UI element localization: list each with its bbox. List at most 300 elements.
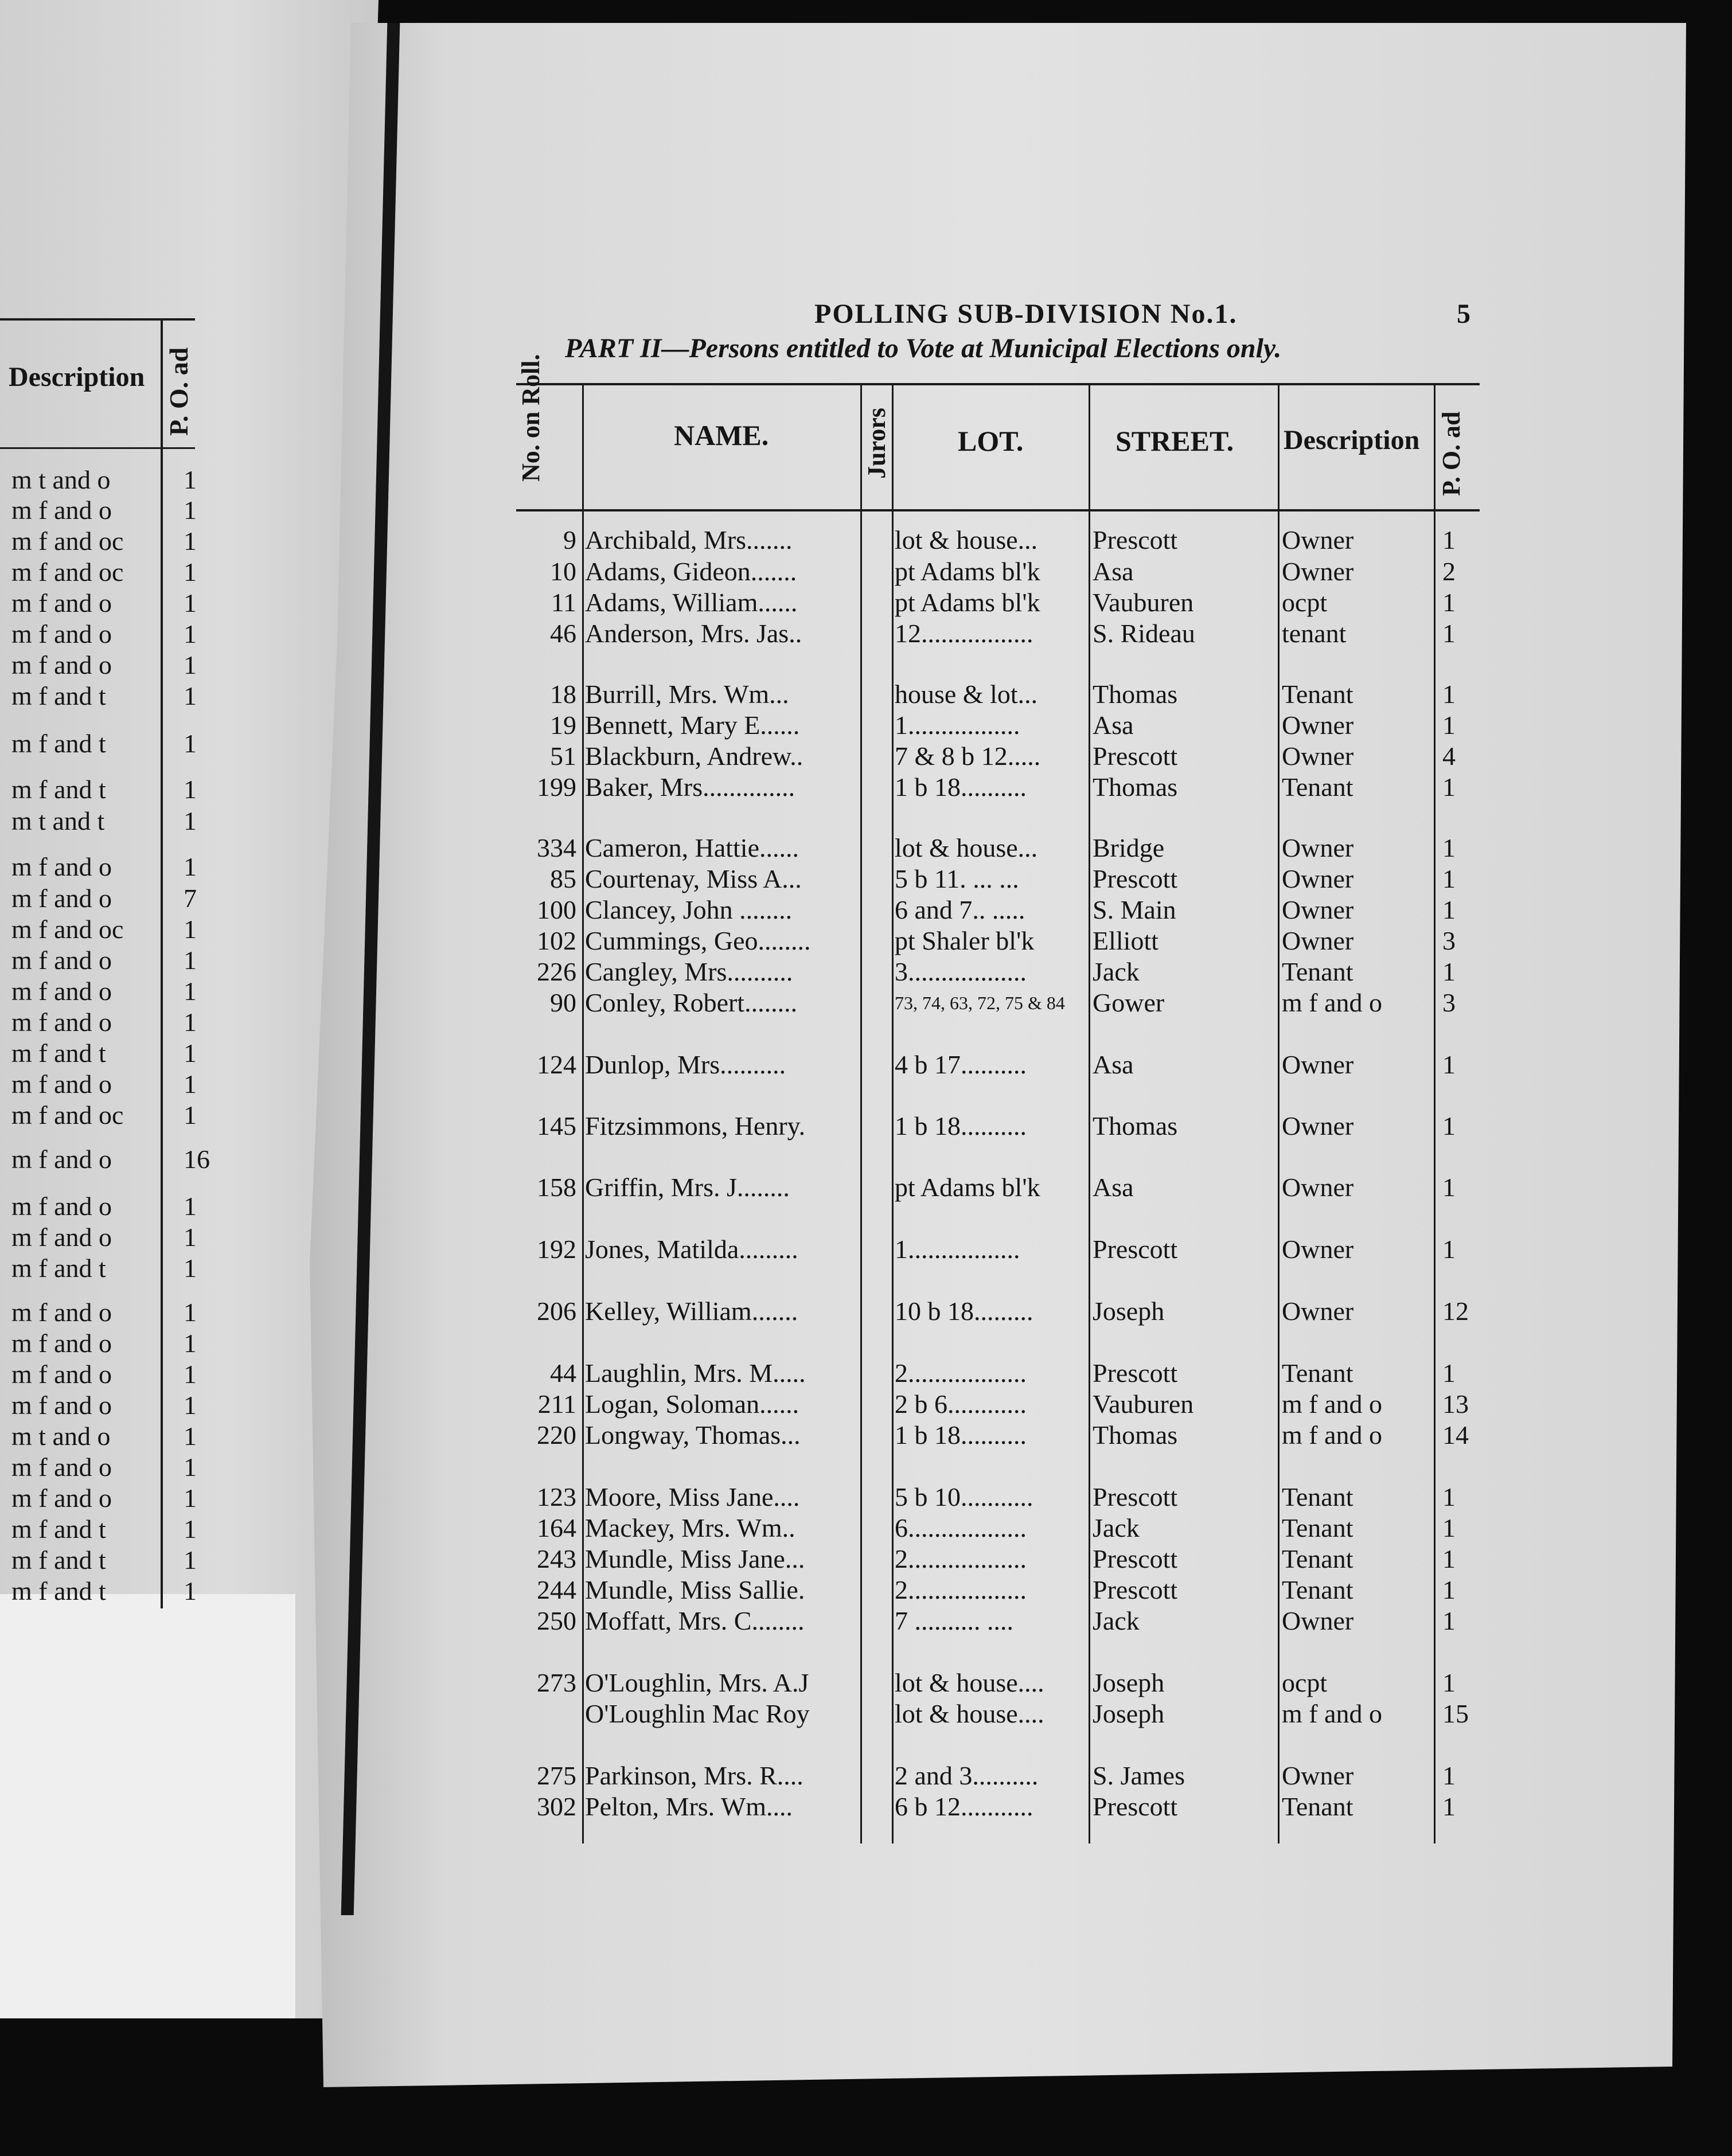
voter-po: 1	[1442, 1482, 1456, 1511]
voter-lot: 2 and 3..........	[895, 1761, 1039, 1790]
voter-lot: 5 b 10...........	[895, 1482, 1033, 1511]
left-row-description: m f and o	[11, 1452, 112, 1482]
left-row-description: m f and t	[11, 1514, 106, 1544]
voter-street: Thomas	[1093, 1111, 1178, 1141]
voter-name: O'Loughlin, Mrs. A.J	[585, 1668, 809, 1697]
voter-no: 199	[537, 772, 576, 802]
voter-po: 14	[1442, 1420, 1469, 1450]
voter-desc: Owner	[1282, 926, 1354, 955]
voter-lot: pt Adams bl'k	[895, 557, 1040, 586]
voter-po: 1	[1442, 710, 1456, 740]
voter-street: Gower	[1093, 988, 1165, 1017]
voter-row	[453, 1575, 1480, 1606]
voter-street: Prescott	[1093, 1544, 1178, 1573]
voter-no: 124	[537, 1050, 576, 1079]
voter-name: Blackburn, Andrew..	[585, 741, 803, 771]
left-row	[11, 1452, 235, 1483]
left-row-po: 1	[184, 495, 197, 525]
left-row-description: m f and t	[11, 1545, 106, 1575]
voter-lot: 1.................	[895, 710, 1020, 740]
voter-no: 19	[550, 710, 576, 740]
voter-name: Dunlop, Mrs..........	[585, 1050, 786, 1079]
left-row-po: 1	[184, 946, 197, 975]
voter-name: Longway, Thomas...	[585, 1420, 801, 1450]
voter-street: Prescott	[1093, 525, 1178, 554]
voter-street: Prescott	[1093, 864, 1178, 893]
voter-po: 2	[1442, 557, 1456, 586]
voter-row	[453, 772, 1480, 803]
left-row	[11, 1144, 235, 1175]
voter-name: Adams, Gideon.......	[585, 557, 797, 586]
voter-no: 51	[550, 741, 576, 771]
voter-street: Vauburen	[1093, 588, 1194, 617]
left-row-description: m f and o	[11, 495, 112, 525]
voter-row	[453, 525, 1480, 556]
voter-po: 1	[1442, 1668, 1456, 1697]
voter-street: Bridge	[1093, 833, 1165, 862]
left-row-po: 1	[184, 1576, 197, 1606]
voter-no: 46	[550, 619, 576, 648]
voter-desc: tenant	[1282, 619, 1347, 648]
voter-desc: Owner	[1282, 741, 1354, 771]
voter-row	[453, 1049, 1480, 1080]
left-row-po: 16	[184, 1145, 210, 1174]
voter-row	[453, 1544, 1480, 1575]
voter-po: 1	[1442, 1111, 1456, 1141]
voter-name: Cangley, Mrs..........	[585, 957, 793, 986]
voter-street: Elliott	[1093, 926, 1158, 955]
voter-lot: lot & house...	[895, 833, 1038, 862]
left-row-po: 1	[184, 588, 197, 618]
voter-no: 9	[563, 525, 576, 554]
left-row	[11, 1576, 235, 1607]
voter-no: 220	[537, 1420, 576, 1450]
left-row-po: 1	[184, 977, 197, 1006]
left-row-po: 1	[184, 1514, 197, 1544]
voter-name: Cummings, Geo........	[585, 926, 811, 955]
left-row	[11, 774, 235, 805]
left-row-po: 1	[184, 1329, 197, 1358]
voter-no: 44	[550, 1358, 576, 1388]
left-row-description: m f and o	[11, 1391, 112, 1420]
voter-no: 243	[537, 1544, 576, 1573]
voter-row	[453, 1667, 1480, 1698]
voter-po: 1	[1442, 1606, 1456, 1635]
paper-slip	[0, 1594, 295, 2018]
left-row-description: m f and o	[11, 588, 112, 618]
column-jurors: Jurors	[863, 408, 891, 479]
voter-street: S. Rideau	[1093, 619, 1195, 648]
left-row-po: 1	[184, 1222, 197, 1252]
voter-name: Fitzsimmons, Henry.	[585, 1111, 806, 1141]
voter-lot: lot & house....	[895, 1699, 1044, 1728]
left-row	[11, 1297, 235, 1328]
voter-po: 15	[1442, 1699, 1469, 1728]
column-lot: LOT.	[958, 425, 1024, 457]
voter-po: 1	[1442, 1235, 1456, 1264]
voter-name: Archibald, Mrs.......	[585, 525, 793, 554]
voter-name: Cameron, Hattie......	[585, 833, 799, 862]
voter-desc: Tenant	[1282, 1482, 1353, 1511]
left-row-description: m f and t	[11, 1576, 106, 1606]
voter-row	[453, 1111, 1480, 1142]
left-row-po: 1	[184, 1038, 197, 1068]
left-row-po: 1	[184, 1545, 197, 1575]
left-po-header: P. O. ad	[164, 347, 193, 436]
voter-no: 250	[537, 1606, 576, 1635]
voter-po: 1	[1442, 1513, 1456, 1542]
voter-street: Prescott	[1093, 1575, 1178, 1604]
voter-desc: Owner	[1282, 864, 1354, 893]
voter-po: 3	[1442, 926, 1456, 955]
voter-desc: Owner	[1282, 1296, 1354, 1326]
left-row-po: 1	[184, 775, 197, 804]
voter-street: Asa	[1093, 557, 1134, 586]
voter-desc: Tenant	[1282, 1792, 1353, 1821]
left-row	[11, 619, 235, 650]
voter-desc: Owner	[1282, 1173, 1354, 1202]
voter-no: 123	[537, 1482, 576, 1511]
left-row-description: m t and o	[11, 465, 111, 494]
voter-row	[453, 1482, 1480, 1513]
left-row	[11, 945, 235, 976]
left-row	[11, 557, 235, 588]
left-row-po: 1	[184, 806, 197, 835]
voter-lot: pt Adams bl'k	[895, 588, 1040, 617]
voter-no: 85	[550, 864, 576, 893]
part-heading: PART II—Persons entitled to Vote at Municipal Elections only.	[565, 333, 1282, 364]
voter-lot: 73, 74, 63, 72, 75 & 84	[895, 993, 1065, 1013]
left-row	[11, 1100, 235, 1131]
voter-desc: Tenant	[1282, 1513, 1353, 1542]
voter-desc: Owner	[1282, 1050, 1354, 1079]
voter-street: Prescott	[1093, 1792, 1178, 1821]
voter-street: Prescott	[1093, 1358, 1178, 1388]
voter-po: 1	[1442, 1173, 1456, 1202]
left-row	[11, 914, 235, 945]
left-row-description: m f and o	[11, 946, 112, 975]
left-row	[11, 1007, 235, 1038]
left-row-po: 1	[184, 1452, 197, 1482]
voter-no: 192	[537, 1235, 576, 1264]
voter-street: Jack	[1093, 1606, 1140, 1635]
voter-no: 244	[537, 1575, 576, 1604]
left-row	[11, 1545, 235, 1576]
voter-po: 1	[1442, 525, 1456, 554]
voter-row	[453, 618, 1480, 649]
voter-lot: 6 and 7.. .....	[895, 895, 1025, 924]
voter-desc: m f and o	[1282, 988, 1383, 1017]
left-row	[11, 1253, 235, 1284]
voter-lot: 1 b 18..........	[895, 1111, 1027, 1141]
voter-name: Bennett, Mary E......	[585, 710, 800, 740]
left-row-po: 1	[184, 557, 197, 587]
table-top-rule	[516, 383, 1480, 385]
voter-lot: 2..................	[895, 1358, 1027, 1388]
left-row	[11, 464, 235, 495]
voter-name: Mackey, Mrs. Wm..	[585, 1513, 795, 1542]
voter-no: 302	[537, 1792, 576, 1821]
voter-row	[453, 1791, 1480, 1822]
subdivision-heading: POLLING SUB-DIVISION No.1.	[814, 299, 1238, 329]
voter-row	[453, 587, 1480, 618]
voter-desc: Owner	[1282, 895, 1354, 924]
voter-no: 11	[551, 588, 576, 617]
voter-no: 10	[550, 557, 576, 586]
voter-lot: 6..................	[895, 1513, 1027, 1542]
voter-desc: ocpt	[1282, 1668, 1328, 1697]
voter-lot: 3..................	[895, 957, 1027, 986]
voter-row	[453, 1234, 1480, 1265]
left-row-po: 1	[184, 1360, 197, 1389]
left-header-rule	[0, 447, 195, 449]
voter-name: Burrill, Mrs. Wm...	[585, 679, 789, 709]
voter-desc: ocpt	[1282, 588, 1328, 617]
left-row-po: 1	[184, 1391, 197, 1420]
voter-name: Clancey, John ........	[585, 895, 793, 924]
voter-street: Thomas	[1093, 772, 1178, 802]
voter-desc: Tenant	[1282, 1544, 1353, 1573]
voter-street: Joseph	[1093, 1296, 1165, 1326]
voter-desc: Tenant	[1282, 1358, 1353, 1388]
left-row-po: 1	[184, 650, 197, 679]
voter-name: Mundle, Miss Sallie.	[585, 1575, 805, 1604]
voter-po: 1	[1442, 1544, 1456, 1573]
voter-no: 206	[537, 1296, 576, 1326]
voter-po: 1	[1442, 1358, 1456, 1388]
left-top-rule	[0, 318, 195, 321]
column-po-address: P. O. ad	[1437, 411, 1465, 496]
voter-row	[453, 987, 1480, 1018]
voter-po: 1	[1442, 1575, 1456, 1604]
left-row-description: m f and o	[11, 1222, 112, 1252]
voter-row	[453, 833, 1480, 864]
left-row-description: m f and o	[11, 977, 112, 1006]
voter-desc: Owner	[1282, 1235, 1354, 1264]
left-row	[11, 1038, 235, 1069]
table-header-rule	[516, 509, 1480, 511]
voter-no: 211	[537, 1389, 576, 1419]
voter-street: Jack	[1093, 1513, 1140, 1542]
voter-street: Prescott	[1093, 741, 1178, 771]
voter-po: 1	[1442, 619, 1456, 648]
voter-row	[453, 1606, 1480, 1636]
left-row	[11, 1390, 235, 1421]
voter-po: 4	[1442, 741, 1456, 771]
voter-lot: lot & house...	[895, 525, 1038, 554]
voter-lot: pt Adams bl'k	[895, 1173, 1040, 1202]
voter-po: 13	[1442, 1389, 1469, 1419]
voter-name: Logan, Soloman......	[585, 1389, 799, 1419]
column-name: NAME.	[674, 419, 769, 451]
voter-row	[453, 1296, 1480, 1327]
voter-name: Conley, Robert........	[585, 988, 798, 1017]
voter-desc: Owner	[1282, 1761, 1354, 1790]
voter-lot: 2..................	[895, 1544, 1027, 1573]
voter-name: Parkinson, Mrs. R....	[585, 1761, 803, 1790]
voter-desc: Tenant	[1282, 1575, 1353, 1604]
left-row-description: m f and t	[11, 775, 106, 804]
left-row-description: m f and t	[11, 681, 106, 710]
voter-name: Kelley, William.......	[585, 1296, 798, 1326]
voter-lot: 5 b 11. ... ...	[895, 864, 1019, 893]
voter-row	[453, 679, 1480, 710]
left-row-po: 1	[184, 526, 197, 556]
left-row	[11, 976, 235, 1007]
left-description-header: Description	[9, 362, 145, 392]
voter-desc: m f and o	[1282, 1699, 1383, 1728]
voter-desc: Tenant	[1282, 679, 1353, 709]
voter-row	[453, 1358, 1480, 1389]
left-row-po: 1	[184, 1192, 197, 1221]
voter-name: Mundle, Miss Jane...	[585, 1544, 805, 1573]
column-no-on-roll: No. on Roll.	[517, 354, 545, 482]
voter-no: 226	[537, 957, 576, 986]
left-row-description: m f and o	[11, 1483, 112, 1513]
voter-lot: lot & house....	[895, 1668, 1044, 1697]
voter-street: Joseph	[1093, 1699, 1165, 1728]
voter-street: Asa	[1093, 1173, 1134, 1202]
voter-no: 334	[537, 833, 576, 862]
voter-no: 100	[537, 895, 576, 924]
voter-desc: Owner	[1282, 557, 1354, 586]
voter-no: 275	[537, 1761, 576, 1790]
left-row-description: m f and o	[11, 1298, 112, 1327]
left-row-description: m f and o	[11, 884, 112, 913]
voter-po: 1	[1442, 1761, 1456, 1790]
voter-street: Asa	[1093, 1050, 1134, 1079]
left-row	[11, 806, 235, 837]
left-row	[11, 495, 235, 526]
voter-po: 3	[1442, 988, 1456, 1017]
left-row-po: 1	[184, 1253, 197, 1283]
left-row	[11, 728, 235, 759]
voter-no: 164	[537, 1513, 576, 1542]
voter-lot: 1 b 18..........	[895, 1420, 1027, 1450]
voter-name: Anderson, Mrs. Jas..	[585, 619, 802, 648]
voter-lot: 1 b 18..........	[895, 772, 1027, 802]
voter-lot: 2..................	[895, 1575, 1027, 1604]
left-row	[11, 1328, 235, 1359]
voter-street: Thomas	[1093, 1420, 1178, 1450]
left-row-description: m f and oc	[11, 915, 124, 944]
left-row-po: 1	[184, 1421, 197, 1451]
left-row-description: m f and oc	[11, 1100, 124, 1130]
voter-no: 158	[537, 1173, 576, 1202]
left-row	[11, 526, 235, 557]
left-row-description: m f and oc	[11, 526, 124, 556]
voter-no: 273	[537, 1668, 576, 1697]
voter-street: S. Main	[1093, 895, 1176, 924]
voter-lot: 7 & 8 b 12.....	[895, 741, 1041, 771]
left-row-description: m f and o	[11, 1329, 112, 1358]
left-row-description: m f and o	[11, 650, 112, 679]
left-row-description: m f and o	[11, 852, 112, 881]
left-row-po: 1	[184, 915, 197, 944]
voter-lot: pt Shaler bl'k	[895, 926, 1035, 955]
voter-no: 102	[537, 926, 576, 955]
voter-lot: 1.................	[895, 1235, 1020, 1264]
left-row-po: 1	[184, 1069, 197, 1099]
left-row-description: m t and t	[11, 806, 105, 835]
voter-name: Griffin, Mrs. J........	[585, 1173, 790, 1202]
left-row-po: 1	[184, 619, 197, 649]
voter-lot: 10 b 18.........	[895, 1296, 1033, 1326]
left-row-description: m f and o	[11, 1360, 112, 1389]
voter-po: 1	[1442, 833, 1456, 862]
voter-po: 1	[1442, 1792, 1456, 1821]
voter-row	[453, 1172, 1480, 1203]
voter-no: 145	[537, 1111, 576, 1141]
voter-po: 1	[1442, 772, 1456, 802]
voter-row	[453, 956, 1480, 987]
voter-row	[453, 1760, 1480, 1791]
voter-po: 1	[1442, 895, 1456, 924]
voter-street: Asa	[1093, 710, 1134, 740]
left-row-description: m f and o	[11, 1145, 112, 1174]
voter-lot: 7 .......... ....	[895, 1606, 1013, 1635]
voter-lot: 12.................	[895, 619, 1033, 648]
voter-row	[453, 710, 1480, 741]
voter-po: 12	[1442, 1296, 1469, 1326]
voter-street: Joseph	[1093, 1668, 1165, 1697]
voter-row	[453, 864, 1480, 895]
voter-lot: 6 b 12...........	[895, 1792, 1033, 1821]
left-row	[11, 1483, 235, 1514]
left-row-description: m f and t	[11, 1038, 106, 1068]
voter-name: Courtenay, Miss A...	[585, 864, 802, 893]
voter-desc: Owner	[1282, 525, 1354, 554]
voter-desc: Owner	[1282, 833, 1354, 862]
voter-row	[453, 895, 1480, 925]
voter-name: Laughlin, Mrs. M.....	[585, 1358, 806, 1388]
left-row-po: 1	[184, 465, 197, 494]
left-row-description: m f and t	[11, 729, 106, 758]
voter-lot: house & lot...	[895, 679, 1038, 709]
left-row	[11, 588, 235, 619]
voter-street: Prescott	[1093, 1482, 1178, 1511]
voter-row	[453, 1389, 1480, 1420]
left-row-po: 1	[184, 1007, 197, 1037]
left-row-description: m f and o	[11, 1007, 112, 1037]
voter-row	[453, 556, 1480, 587]
voter-desc: Owner	[1282, 710, 1354, 740]
voter-name: O'Loughlin Mac Roy	[585, 1699, 810, 1728]
left-row	[11, 1421, 235, 1452]
voter-name: Moore, Miss Jane....	[585, 1482, 800, 1511]
voter-lot: 2 b 6............	[895, 1389, 1027, 1419]
left-row-description: m f and oc	[11, 557, 124, 587]
voter-no: 18	[550, 679, 576, 709]
left-row	[11, 852, 235, 882]
left-row	[11, 681, 235, 712]
voter-street: Jack	[1093, 957, 1140, 986]
voter-lot: 4 b 17..........	[895, 1050, 1027, 1079]
voter-po: 1	[1442, 679, 1456, 709]
left-row-po: 1	[184, 852, 197, 881]
left-row-po: 1	[184, 729, 197, 758]
voter-name: Baker, Mrs..............	[585, 772, 795, 802]
voter-street: Vauburen	[1093, 1389, 1194, 1419]
voter-name: Jones, Matilda.........	[585, 1235, 798, 1264]
voter-street: Prescott	[1093, 1235, 1178, 1264]
left-row	[11, 1069, 235, 1100]
left-row	[11, 650, 235, 681]
voter-name: Adams, William......	[585, 588, 798, 617]
voter-row	[453, 925, 1480, 956]
voter-desc: m f and o	[1282, 1420, 1383, 1450]
left-row	[11, 1222, 235, 1253]
